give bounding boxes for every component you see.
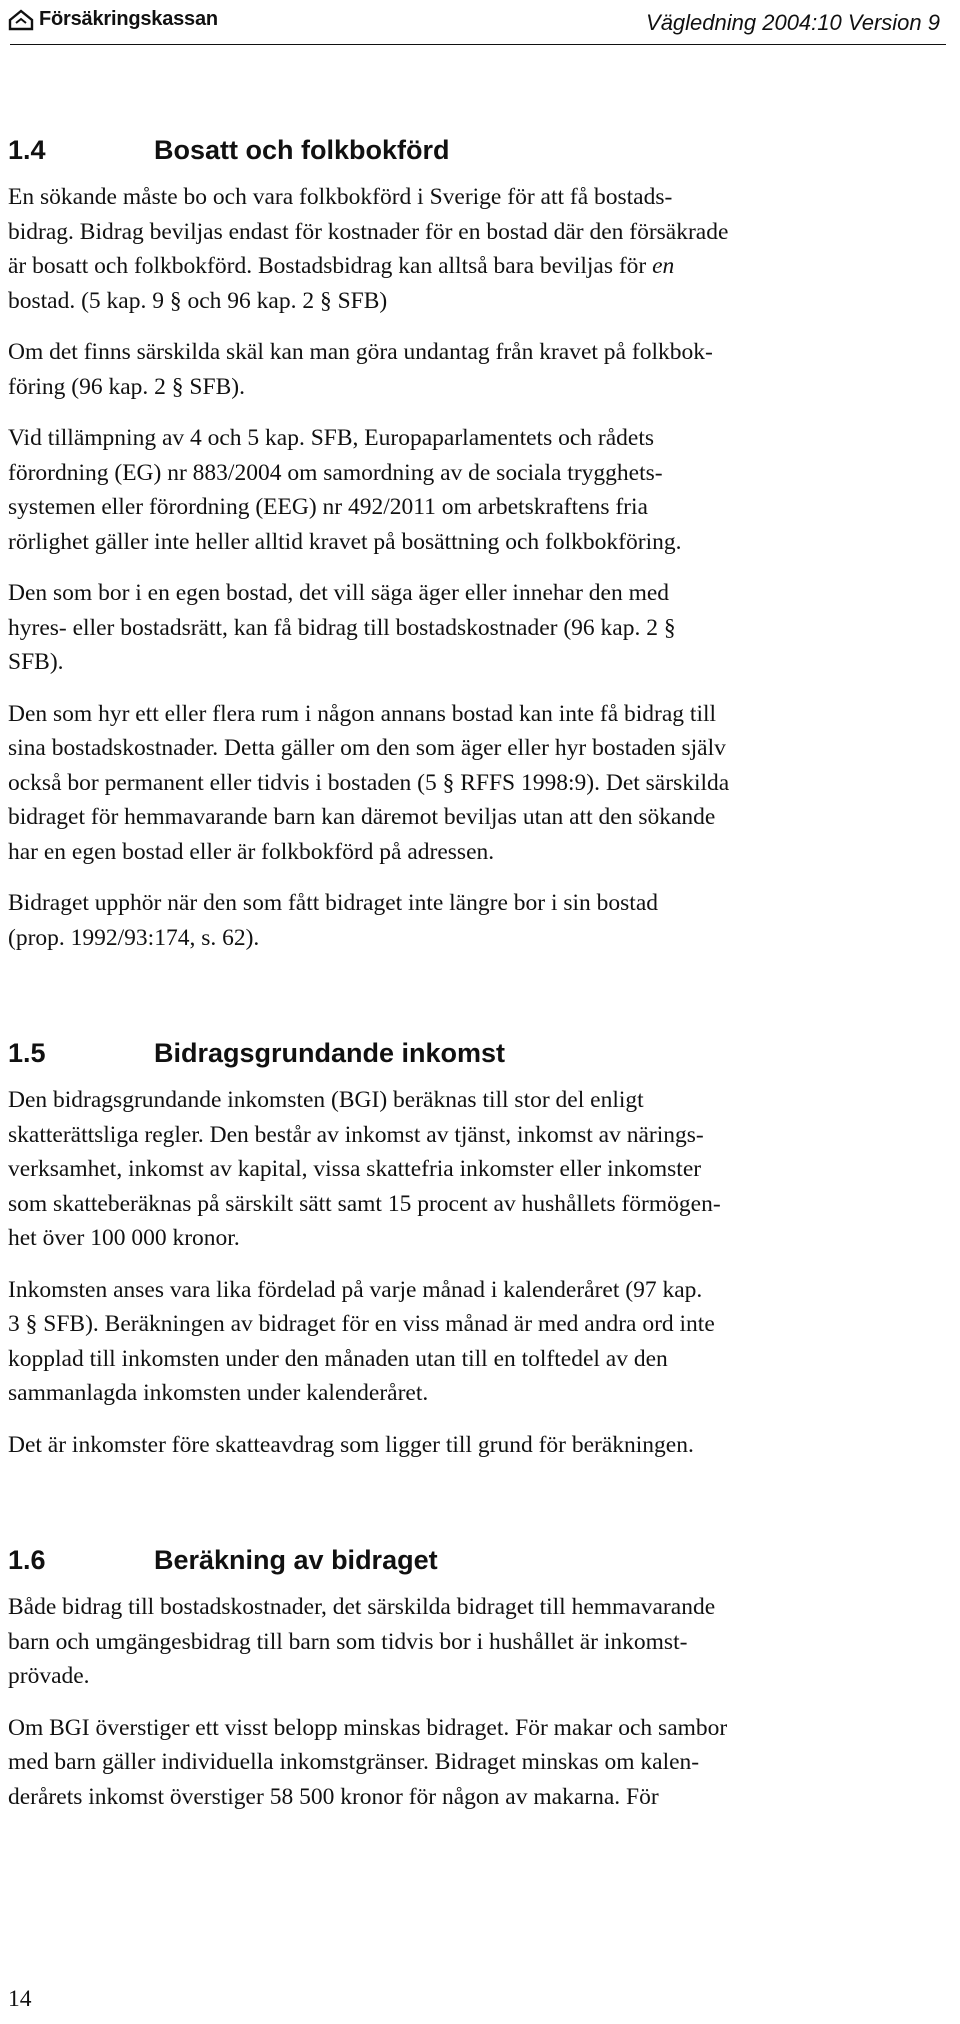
- paragraph: Om BGI överstiger ett visst belopp minskas bidraget. För makar och sambor med barn gäller individuella inkomstgränser. Bidraget minskas om kalen- derårets inkomst överstiger 58 500 kronor för någon av makarna. För: [8, 1714, 728, 1810]
- logo-text: Försäkringskassan: [39, 8, 218, 30]
- paragraph: En sökande måste bo och vara folkbokförd i Sverige för att få bostads- bidrag. Bidrag beviljas endast för kostnader för en bostad där den försäkrade är bosatt och folkbokförd. Bostadsbidrag kan alltså bara beviljas för en bostad. (5 kap. 9 § och 96 kap. 2 § SFB): [8, 184, 729, 314]
- paragraph: Den bidragsgrundande inkomsten (BGI) beräknas till stor del enligt skatterättsliga regler. Den består av inkomst av tjänst, inkomst av närings- verksamhet, inkomst av kapital, vissa skattefria inkomster eller inkomster som skatteberäknas på särskilt sätt samt 15 procent av hushållets förmögen- het över 100 000 kronor.: [8, 1087, 721, 1251]
- section-heading: [8, 134, 948, 166]
- paragraph: Om det finns särskilda skäl kan man göra undantag från kravet på folkbok- föring (96 kap. 2 § SFB).: [8, 339, 713, 400]
- section-1-4: [8, 134, 948, 955]
- paragraph: Den som hyr ett eller flera rum i någon annans bostad kan inte få bidrag till sina bostadskostnader. Detta gäller om den som äger eller hyr bostaden själv också bor permanent eller tidvis i bostaden (5 § RFFS 1998:9). Det särskilda bidraget för hemmavarande barn kan däremot beviljas utan att den sökande har en egen bostad eller är folkbokförd på adressen.: [8, 700, 730, 865]
- paragraph: Den som bor i en egen bostad, det vill säga äger eller innehar den med hyres- eller bostadsrätt, kan få bidrag till bostadskostnader (96 kap. 2 § SFB).: [8, 580, 676, 675]
- paragraph: Bidraget upphör när den som fått bidraget inte längre bor i sin bostad (prop. 1992/93:174, s. 62).: [8, 890, 659, 951]
- section-number: 1.5: [8, 1038, 46, 1068]
- document-body: [8, 134, 948, 1831]
- section-heading: [8, 1544, 948, 1576]
- section-number: 1.4: [8, 135, 46, 165]
- house-logo-icon: [8, 9, 34, 31]
- paragraph: Det är inkomster före skatteavdrag som ligger till grund för beräkningen.: [8, 1431, 694, 1458]
- paragraph: Vid tillämpning av 4 och 5 kap. SFB, Europaparlamentets och rådets förordning (EG) nr 883/2004 om samordning av de sociala trygghets- systemen eller förordning (EEG) nr 492/2011 om arbetskraftens fria rörlighet gäller inte heller alltid kravet på bosättning och folkbokföring.: [8, 425, 682, 555]
- paragraph: Inkomsten anses vara lika fördelad på varje månad i kalenderåret (97 kap. 3 § SFB). Beräkningen av bidraget för en viss månad är med andra ord inte kopplad till inkomsten under den månaden utan till en tolftedel av den sammanlagda inkomsten under kalenderåret.: [8, 1276, 715, 1406]
- section-1-6: [8, 1544, 948, 1814]
- paragraph: Både bidrag till bostadskostnader, det särskilda bidraget till hemmavarande barn och umgängesbidrag till barn som tidvis bor i hushållet är inkomst- prövade.: [8, 1594, 716, 1689]
- section-title: Beräkning av bidraget: [154, 1545, 438, 1575]
- page-number: 14: [8, 1986, 32, 2012]
- logo: [8, 8, 218, 31]
- section-title: Bosatt och folkbokförd: [154, 135, 450, 165]
- section-number: 1.6: [8, 1545, 46, 1575]
- header-divider: [10, 44, 946, 45]
- page-header: [0, 0, 960, 44]
- section-heading: [8, 1037, 948, 1069]
- section-1-5: [8, 1037, 948, 1462]
- document-title: Vägledning 2004:10 Version 9: [646, 10, 940, 35]
- section-title: Bidragsgrundande inkomst: [154, 1038, 506, 1068]
